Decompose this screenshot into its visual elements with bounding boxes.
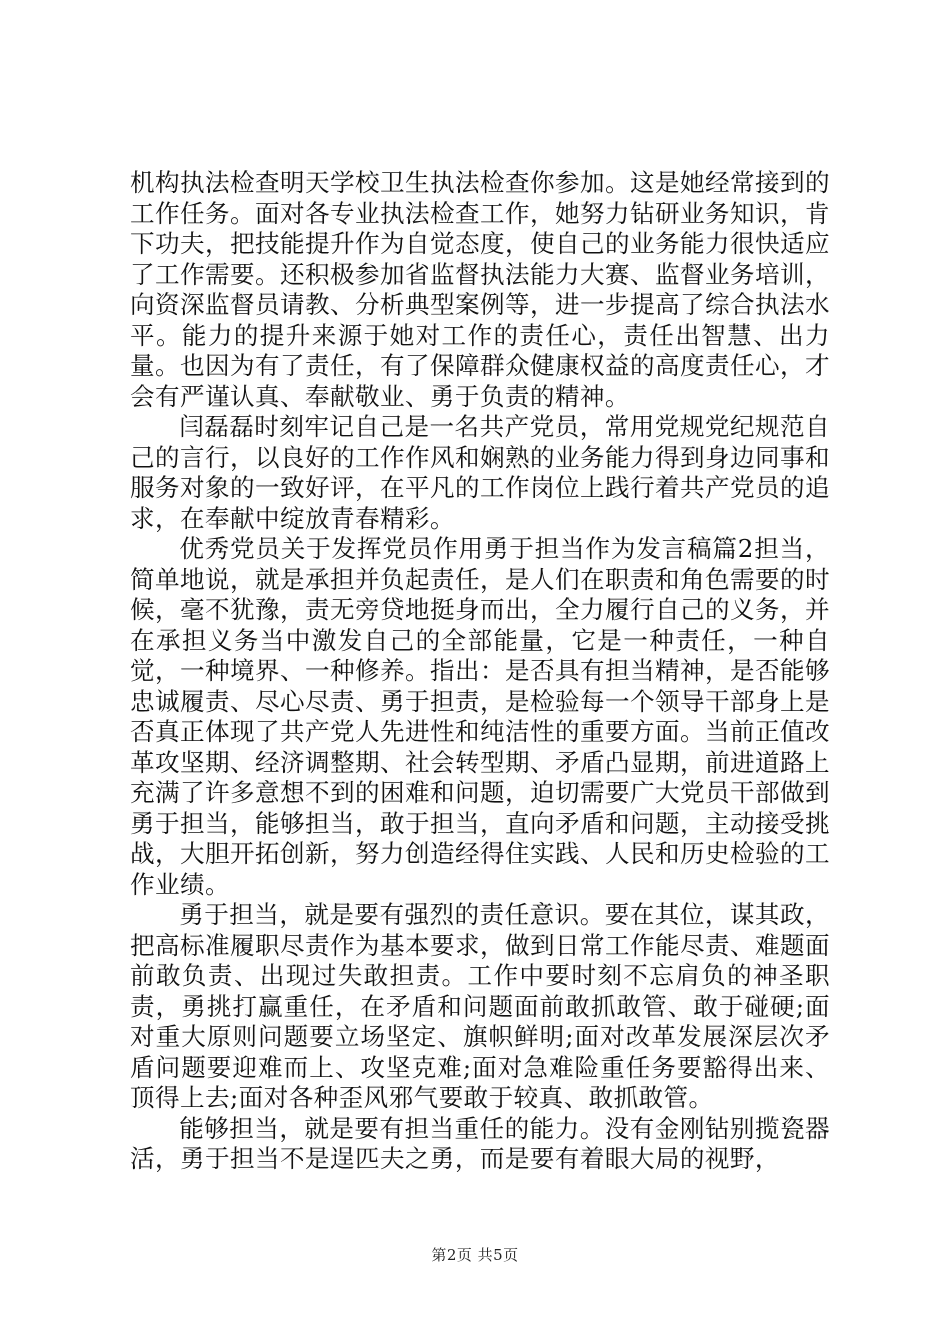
document-body: [130, 168, 830, 1175]
paragraph-1: 机构执法检查明天学校卫生执法检查你参加。这是她经常接到的工作任务。面对各专业执法检查工作，她努力钻研业务知识，肯下功夫，把技能提升作为自觉态度，使自己的业务能力很快适应了工作需要。还积极参加省监督执法能力大赛、监督业务培训，向资深监督员请教、分析典型案例等，进一步提高了综合执法水平。能力的提升来源于她对工作的责任心，责任出智慧、出力量。也因为有了责任，有了保障群众健康权益的高度责任心，才会有严谨认真、奉献敬业、勇于负责的精神。: [130, 168, 830, 411]
paragraph-3: 优秀党员关于发挥党员作用勇于担当作为发言稿篇2担当，简单地说，就是承担并负起责任，是人们在职责和角色需要的时候，毫不犹豫，责无旁贷地挺身而出，全力履行自己的义务，并在承担义务当中激发自己的全部能量，它是一种责任，一种自觉，一种境界、一种修养。指出：是否具有担当精神，是否能够忠诚履责、尽心尽责、勇于担责，是检验每一个领导干部身上是否真正体现了共产党人先进性和纯洁性的重要方面。当前正值改革攻坚期、经济调整期、社会转型期、矛盾凸显期，前进道路上充满了许多意想不到的困难和问题，迫切需要广大党员干部做到勇于担当，能够担当，敢于担当，直向矛盾和问题，主动接受挑战，大胆开拓创新，努力创造经得住实践、人民和历史检验的工作业绩。: [130, 534, 830, 899]
page-footer: [0, 1245, 950, 1265]
page-number-label: 第2页 共5页: [431, 1246, 519, 1264]
paragraph-5: 能够担当，就是要有担当重任的能力。没有金刚钻别揽瓷器活，勇于担当不是逞匹夫之勇，而是要有着眼大局的视野，: [130, 1113, 830, 1173]
paragraph-4: 勇于担当，就是要有强烈的责任意识。要在其位，谋其政，把高标准履职尽责作为基本要求，做到日常工作能尽责、难题面前敢负责、出现过失敢担责。工作中要时刻不忘肩负的神圣职责，勇挑打赢重任，在矛盾和问题面前敢抓敢管、敢于碰硬;面对重大原则问题要立场坚定、旗帜鲜明;面对改革发展深层次矛盾问题要迎难而上、攻坚克难;面对急难险重任务要豁得出来、顶得上去;面对各种歪风邪气要敢于较真、敢抓敢管。: [130, 900, 830, 1112]
paragraph-2: 闫磊磊时刻牢记自己是一名共产党员，常用党规党纪规范自己的言行，以良好的工作作风和娴熟的业务能力得到身边同事和服务对象的一致好评，在平凡的工作岗位上践行着共产党员的追求，在奉献中绽放青春精彩。: [130, 412, 830, 533]
